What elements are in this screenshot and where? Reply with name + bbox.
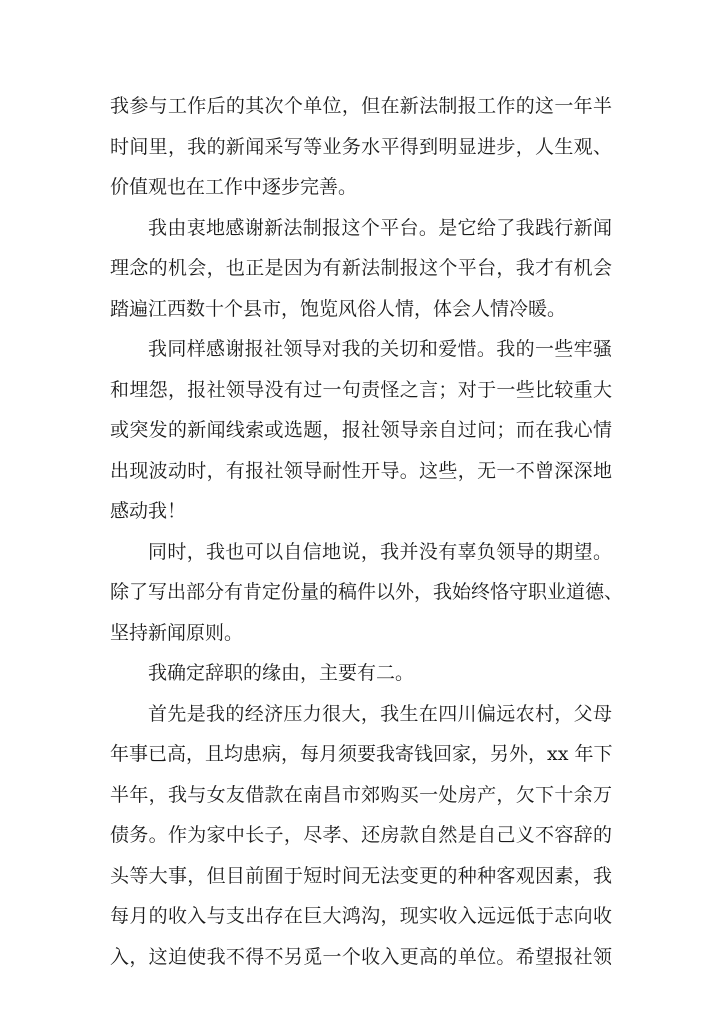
- text-line: 坚持新闻原则。: [110, 621, 244, 644]
- paragraph-3: [110, 329, 612, 532]
- paragraph-5: [110, 653, 612, 694]
- document-page: [110, 86, 624, 977]
- text-line: 时间里，我的新闻采写等业务水平得到明显进步，人生观、: [110, 135, 612, 158]
- text-line: 债务。作为家中长子，尽孝、还房款自然是自己义不容辞的: [110, 824, 612, 846]
- text-line: 或突发的新闻线索或选题，报社领导亲自过问；而在我心情: [110, 419, 612, 441]
- paragraph-1: [110, 86, 612, 208]
- text-line: 和埋怨，报社领导没有过一句责怪之言；对于一些比较重大: [110, 378, 612, 401]
- paragraph-4: [110, 532, 624, 654]
- text-line: 感动我！: [110, 500, 187, 522]
- text-line: 我参与工作后的其次个单位，但在新法制报工作的这一年半: [110, 95, 612, 117]
- text-line: 理念的机会，也正是因为有新法制报这个平台，我才有机会: [110, 257, 612, 279]
- text-line: 我由衷地感谢新法制报这个平台。是它给了我践行新闻: [148, 216, 612, 239]
- text-line: 出现波动时，有报社领导耐性开导。这些，无一不曾深深地: [110, 459, 612, 482]
- text-line: 同时，我也可以自信地说，我并没有辜负领导的期望。: [148, 540, 612, 563]
- paragraph-6: [110, 694, 612, 978]
- text-line: 半年，我与女友借款在南昌市郊购买一处房产，欠下十余万: [110, 783, 612, 806]
- text-line: 首先是我的经济压力很大，我生在四川偏远农村，父母: [148, 702, 612, 725]
- paragraph-2: [110, 208, 612, 330]
- text-line: 头等大事，但目前囿于短时间无法变更的种种客观因素，我: [110, 864, 612, 887]
- text-line: 踏遍江西数十个县市，饱览风俗人情，体会人情冷暖。: [110, 297, 567, 320]
- text-line: 除了写出部分有肯定份量的稿件以外，我始终恪守职业道德、: [110, 581, 624, 603]
- text-line: 我同样感谢报社领导对我的关切和爱惜。我的一些牢骚: [148, 338, 612, 360]
- text-line: 价值观也在工作中逐步完善。: [110, 176, 358, 198]
- text-line: 我确定辞职的缘由，主要有二。: [148, 662, 415, 684]
- text-line: 每月的收入与支出存在巨大鸿沟，现实收入远远低于志向收: [110, 905, 612, 927]
- text-line: 入，这迫使我不得不另觅一个收入更高的单位。希望报社领: [110, 945, 612, 968]
- text-line: 年事已高，且均患病，每月须要我寄钱回家，另外，xx 年下: [110, 743, 613, 765]
